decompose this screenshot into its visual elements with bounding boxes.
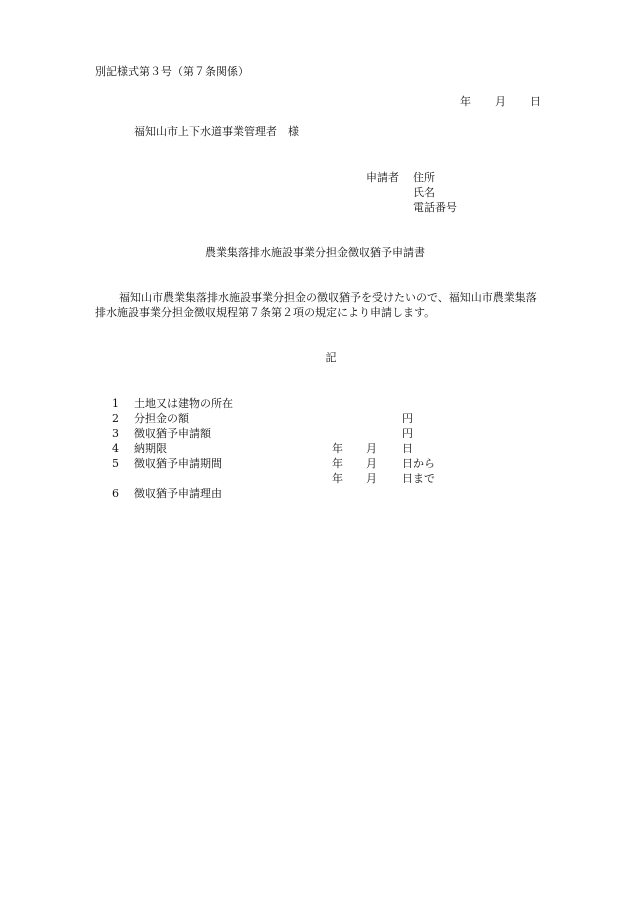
applicant-label: 申請者 <box>366 171 399 184</box>
document-title: 農業集落排水施設事業分担金徴収猶予申請書 <box>205 246 425 259</box>
item-year: 年 <box>332 472 343 485</box>
item-day: 日から <box>402 457 435 470</box>
item-unit: 円 <box>402 412 413 425</box>
list-item <box>112 426 452 441</box>
item-number: 5 <box>112 457 119 470</box>
item-label: 徴収猶予申請期間 <box>134 457 222 470</box>
item-label: 土地又は建物の所在 <box>134 397 233 410</box>
item-unit: 円 <box>402 427 413 440</box>
item-month: 月 <box>366 442 377 455</box>
list-item <box>112 486 452 501</box>
item-label: 徴収猶予申請理由 <box>134 487 222 500</box>
list-item <box>112 441 452 456</box>
item-label: 徴収猶予申請額 <box>134 427 211 440</box>
list-item <box>112 396 452 411</box>
body-paragraph <box>95 290 565 320</box>
item-year: 年 <box>332 442 343 455</box>
ki-heading: 記 <box>325 351 337 364</box>
item-year: 年 <box>332 457 343 470</box>
date-year: 年 <box>460 95 471 108</box>
list-item <box>112 456 452 471</box>
item-label: 分担金の額 <box>134 412 189 425</box>
applicant-fields <box>413 170 457 215</box>
body-line-1: 福知山市農業集落排水施設事業分担金の徴収猶予を受けたいので、福知山市農業集落 <box>119 291 537 304</box>
date-month: 月 <box>495 95 506 108</box>
body-line-2: 排水施設事業分担金徴収規程第７条第２項の規定により申請します。 <box>95 306 436 319</box>
form-label: 別記様式第３号（第７条関係） <box>95 65 249 78</box>
date-day: 日 <box>530 95 541 108</box>
item-number: 3 <box>112 427 119 440</box>
item-day: 日 <box>402 442 413 455</box>
item-number: 6 <box>112 487 119 500</box>
applicant-phone-label: 電話番号 <box>413 201 457 214</box>
item-month: 月 <box>366 457 377 470</box>
item-month: 月 <box>366 472 377 485</box>
applicant-name-label: 氏名 <box>413 186 435 199</box>
addressee: 福知山市上下水道事業管理者 様 <box>134 125 299 138</box>
item-day: 日まで <box>402 472 435 485</box>
applicant-address-label: 住所 <box>413 171 435 184</box>
item-number: 4 <box>112 442 119 455</box>
list-item <box>112 471 452 486</box>
date-line <box>460 94 541 109</box>
item-list <box>112 396 452 501</box>
item-number: 1 <box>112 397 119 410</box>
item-label: 納期限 <box>134 442 167 455</box>
item-number: 2 <box>112 412 119 425</box>
list-item <box>112 411 452 426</box>
